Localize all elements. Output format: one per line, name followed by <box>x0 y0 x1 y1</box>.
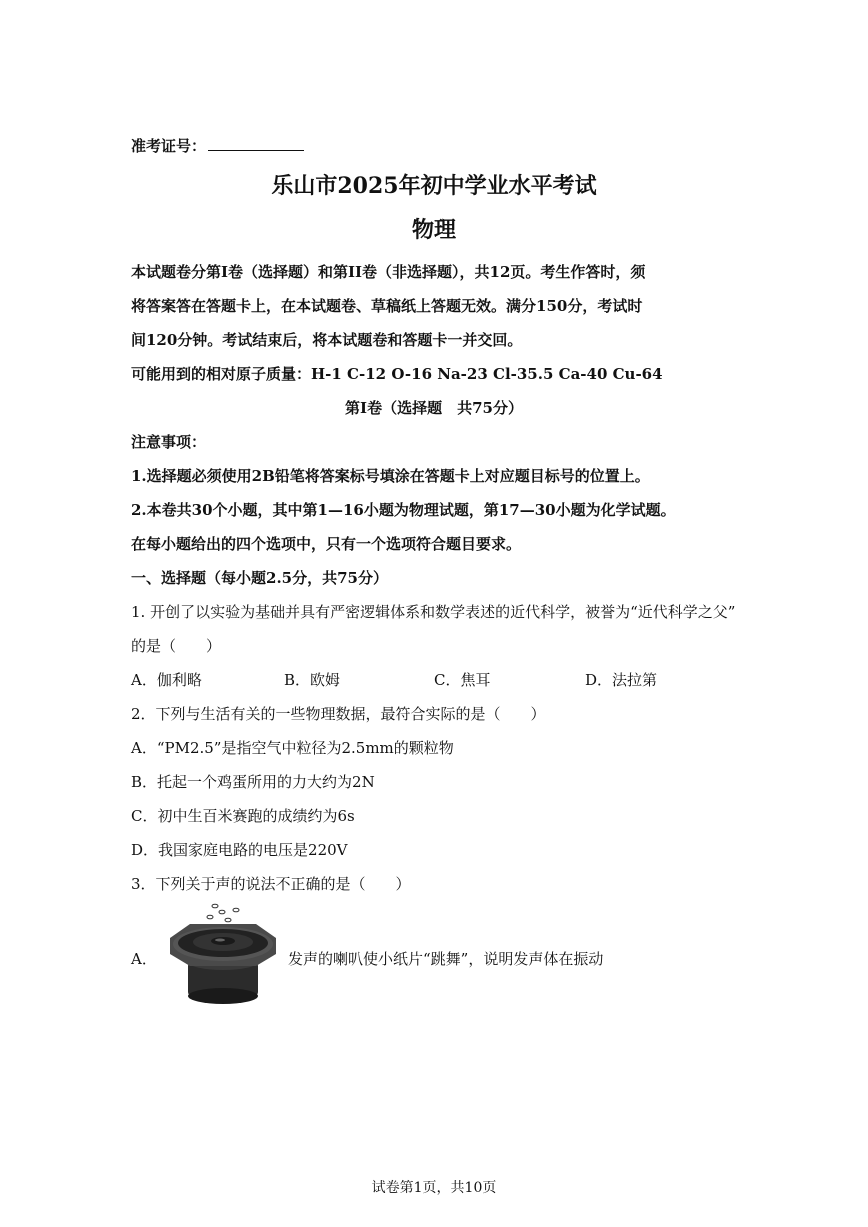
page-footer: 试卷第1页，共10页 <box>371 1180 497 1196</box>
q1-option-d: D．法拉第 <box>585 671 658 689</box>
paper-bits <box>207 904 239 922</box>
admission-number-label: 准考证号： <box>131 137 207 155</box>
q1-option-b: B．欧姆 <box>284 671 341 689</box>
q3-option-a-label: A． <box>131 950 157 968</box>
instructions-line-2: 将答案答在答题卡上，在本试题卷、草稿纸上答题无效。满分150分，考试时 <box>131 297 643 315</box>
admission-number-field[interactable] <box>208 135 304 151</box>
part1-heading: 第I卷（选择题 共75分） <box>345 399 523 417</box>
atomic-mass-line <box>131 364 663 384</box>
q1-option-c: C．焦耳 <box>434 671 491 689</box>
q2-option-d: D．我国家庭电路的电压是220V <box>131 841 348 859</box>
q1-option-a: A．伽利略 <box>131 671 202 689</box>
section-1-heading: 一、选择题（每小题2.5分，共75分） <box>131 569 388 587</box>
atomic-mass-text: 可能用到的相对原子质量：H-1 C-12 O-16 Na-23 Cl-35.5 Ca-40 Cu-64 <box>131 365 663 383</box>
instructions-line-3: 间120分钟。考试结束后，将本试题卷和答题卡一并交回。 <box>131 331 523 349</box>
notes-heading: 注意事项： <box>131 433 207 451</box>
exam-title: 乐山市2025年初中学业水平考试 <box>271 173 597 199</box>
subject-title: 物理 <box>411 217 456 243</box>
q2-option-b: B．托起一个鸡蛋所用的力大约为2N <box>131 773 375 791</box>
note-1: 1.选择题必须使用2B铅笔将答案标号填涂在答题卡上对应题目标号的位置上。 <box>131 467 650 485</box>
admission-number-row <box>131 135 304 156</box>
q2-option-a: A．“PM2.5”是指空气中粒径为2.5mm的颗粒物 <box>131 739 454 757</box>
q3-option-a-text: 发声的喇叭使小纸片“跳舞”，说明发声体在振动 <box>288 950 604 968</box>
q1-stem-line2: 的是（ ） <box>131 637 222 655</box>
q3-stem: 3．下列关于声的说法不正确的是（ ） <box>131 875 411 893</box>
speaker-with-paper-image <box>160 900 286 1006</box>
q2-option-c: C．初中生百米赛跑的成绩约为6s <box>131 807 355 825</box>
q2-stem: 2．下列与生活有关的一些物理数据，最符合实际的是（ ） <box>131 705 546 723</box>
instructions-line-1: 本试题卷分第I卷（选择题）和第II卷（非选择题），共12页。考生作答时，须 <box>131 263 646 281</box>
note-2: 2.本卷共30个小题，其中第1—16小题为物理试题，第17—30小题为化学试题。 <box>131 501 676 519</box>
q1-stem-line1: 1. 开创了以实验为基础并具有严密逻辑体系和数学表述的近代科学，被誉为“近代科学之父” <box>131 603 736 621</box>
note-3: 在每小题给出的四个选项中，只有一个选项符合题目要求。 <box>131 535 522 553</box>
